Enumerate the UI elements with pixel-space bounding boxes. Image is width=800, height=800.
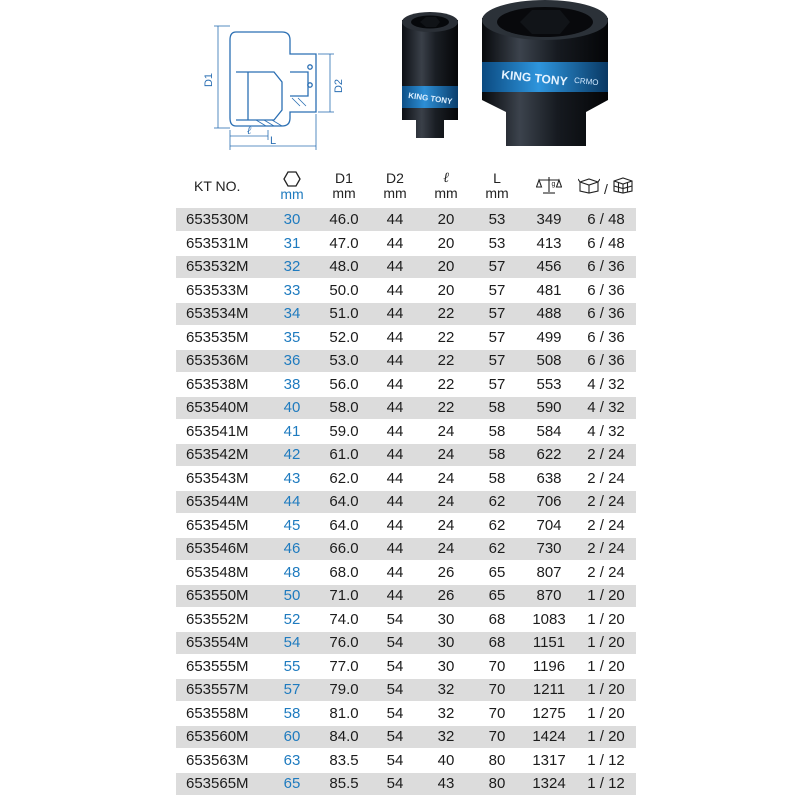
cell-weight: 1196 [522, 655, 576, 679]
table-row [176, 232, 636, 256]
cell-l-small: 24 [420, 514, 472, 538]
cell-weight: 456 [522, 255, 576, 279]
cell-kt-no: 653538M [176, 373, 266, 397]
cell-weight: 590 [522, 396, 576, 420]
cell-d1: 71.0 [318, 584, 370, 608]
header-packing [576, 164, 636, 208]
cell-size: 42 [266, 443, 318, 467]
cell-size: 50 [266, 584, 318, 608]
diagram-label-d1: D1 [203, 72, 215, 88]
cell-l-small: 22 [420, 373, 472, 397]
cell-kt-no: 653543M [176, 467, 266, 491]
carton-icon [608, 181, 634, 197]
cell-d1: 74.0 [318, 608, 370, 632]
table-row [176, 326, 636, 350]
cell-size: 48 [266, 561, 318, 585]
cell-packing: 1 / 20 [576, 631, 636, 655]
hexagon-icon [266, 171, 318, 187]
cell-weight: 638 [522, 467, 576, 491]
cell-l-big: 65 [472, 561, 522, 585]
diagram-label-l-big: L [269, 135, 277, 147]
cell-weight: 1324 [522, 772, 576, 796]
cell-size: 58 [266, 702, 318, 726]
cell-l-big: 57 [472, 349, 522, 373]
table-header-row [176, 164, 636, 208]
cell-kt-no: 653548M [176, 561, 266, 585]
cell-kt-no: 653535M [176, 326, 266, 350]
cell-l-small: 24 [420, 467, 472, 491]
cell-l-big: 62 [472, 490, 522, 514]
cell-packing: 6 / 36 [576, 279, 636, 303]
cell-packing: 6 / 48 [576, 208, 636, 232]
cell-size: 40 [266, 396, 318, 420]
cell-d2: 44 [370, 373, 420, 397]
cell-packing: 1 / 20 [576, 655, 636, 679]
cell-size: 63 [266, 749, 318, 773]
cell-packing: 6 / 36 [576, 255, 636, 279]
cell-size: 55 [266, 655, 318, 679]
cell-weight: 413 [522, 232, 576, 256]
cell-kt-no: 653546M [176, 537, 266, 561]
cell-kt-no: 653531M [176, 232, 266, 256]
cell-weight: 807 [522, 561, 576, 585]
cell-size: 57 [266, 678, 318, 702]
cell-weight: 584 [522, 420, 576, 444]
cell-l-small: 24 [420, 420, 472, 444]
cell-size: 46 [266, 537, 318, 561]
cell-packing: 2 / 24 [576, 490, 636, 514]
cell-packing: 6 / 36 [576, 302, 636, 326]
cell-kt-no: 653534M [176, 302, 266, 326]
cell-kt-no: 653541M [176, 420, 266, 444]
cell-packing: 1 / 20 [576, 608, 636, 632]
table-row [176, 655, 636, 679]
header-l-small-unit: mm [434, 185, 458, 201]
table-row [176, 279, 636, 303]
cell-kt-no: 653544M [176, 490, 266, 514]
cell-packing: 2 / 24 [576, 537, 636, 561]
cell-d2: 44 [370, 279, 420, 303]
header-weight [522, 164, 576, 208]
cell-weight: 1151 [522, 631, 576, 655]
cell-d1: 68.0 [318, 561, 370, 585]
cell-weight: 1275 [522, 702, 576, 726]
cell-size: 41 [266, 420, 318, 444]
cell-l-big: 70 [472, 678, 522, 702]
cell-l-small: 30 [420, 655, 472, 679]
cell-l-big: 65 [472, 584, 522, 608]
cell-l-big: 57 [472, 255, 522, 279]
cell-packing: 4 / 32 [576, 420, 636, 444]
cell-d2: 44 [370, 490, 420, 514]
table-row [176, 443, 636, 467]
cell-weight: 1211 [522, 678, 576, 702]
cell-l-big: 62 [472, 537, 522, 561]
cell-l-big: 70 [472, 655, 522, 679]
cell-packing: 1 / 12 [576, 749, 636, 773]
cell-kt-no: 653540M [176, 396, 266, 420]
cell-l-big: 57 [472, 302, 522, 326]
cell-d2: 54 [370, 608, 420, 632]
cell-d1: 58.0 [318, 396, 370, 420]
header-l-small-label: ℓ [443, 171, 449, 186]
cell-size: 52 [266, 608, 318, 632]
header-d2-label: D2 [386, 170, 404, 186]
cell-weight: 481 [522, 279, 576, 303]
cell-packing: 6 / 48 [576, 232, 636, 256]
cell-d1: 51.0 [318, 302, 370, 326]
table-row [176, 584, 636, 608]
inner-box-icon [578, 181, 604, 197]
cell-l-small: 24 [420, 443, 472, 467]
cell-kt-no: 653530M [176, 208, 266, 232]
cell-packing: 4 / 32 [576, 396, 636, 420]
cell-d1: 52.0 [318, 326, 370, 350]
cell-kt-no: 653555M [176, 655, 266, 679]
cell-weight: 488 [522, 302, 576, 326]
cell-packing: 1 / 20 [576, 678, 636, 702]
header-d1-label: D1 [335, 170, 353, 186]
cell-l-big: 58 [472, 420, 522, 444]
cell-packing: 1 / 20 [576, 702, 636, 726]
cell-l-big: 57 [472, 373, 522, 397]
cell-d1: 81.0 [318, 702, 370, 726]
cell-weight: 1317 [522, 749, 576, 773]
scale-icon [536, 182, 562, 198]
diagram-label-l-small: ℓ [246, 125, 252, 137]
cell-d1: 56.0 [318, 373, 370, 397]
cell-size: 45 [266, 514, 318, 538]
cell-d1: 59.0 [318, 420, 370, 444]
cell-weight: 870 [522, 584, 576, 608]
cell-d1: 64.0 [318, 514, 370, 538]
cell-l-big: 58 [472, 396, 522, 420]
header-l-big [472, 164, 522, 208]
cell-packing: 2 / 24 [576, 514, 636, 538]
cell-l-small: 20 [420, 232, 472, 256]
cell-kt-no: 653560M [176, 725, 266, 749]
cell-size: 65 [266, 772, 318, 796]
cell-d2: 54 [370, 749, 420, 773]
brand-suffix-large: CRMO [573, 75, 599, 88]
cell-l-big: 70 [472, 702, 522, 726]
pack-separator: / [604, 180, 608, 197]
table-row [176, 208, 636, 232]
cell-d2: 44 [370, 584, 420, 608]
cell-packing: 2 / 24 [576, 467, 636, 491]
cell-l-big: 80 [472, 772, 522, 796]
cell-l-small: 32 [420, 725, 472, 749]
cell-d2: 44 [370, 349, 420, 373]
cell-l-small: 22 [420, 396, 472, 420]
cell-size: 35 [266, 326, 318, 350]
cell-kt-no: 653532M [176, 255, 266, 279]
table-row [176, 373, 636, 397]
cell-kt-no: 653533M [176, 279, 266, 303]
table-row [176, 302, 636, 326]
cell-d1: 64.0 [318, 490, 370, 514]
cell-l-big: 58 [472, 443, 522, 467]
table-row [176, 467, 636, 491]
cell-d2: 54 [370, 772, 420, 796]
cell-d1: 79.0 [318, 678, 370, 702]
cell-d1: 85.5 [318, 772, 370, 796]
cell-packing: 6 / 36 [576, 326, 636, 350]
table-row [176, 420, 636, 444]
cell-size: 30 [266, 208, 318, 232]
cell-l-small: 26 [420, 584, 472, 608]
cell-d2: 44 [370, 420, 420, 444]
cell-d2: 54 [370, 631, 420, 655]
table-row [176, 749, 636, 773]
brand-text-small: KING TONY [407, 90, 453, 107]
cell-d1: 46.0 [318, 208, 370, 232]
cell-d2: 44 [370, 302, 420, 326]
diagram-label-d2: D2 [333, 78, 345, 94]
cell-d2: 44 [370, 326, 420, 350]
cell-l-big: 57 [472, 279, 522, 303]
cell-l-big: 53 [472, 208, 522, 232]
header-d2 [370, 164, 420, 208]
cell-size: 54 [266, 631, 318, 655]
cell-l-big: 68 [472, 631, 522, 655]
cell-size: 43 [266, 467, 318, 491]
cell-size: 36 [266, 349, 318, 373]
spec-table [176, 164, 636, 797]
cell-weight: 1083 [522, 608, 576, 632]
cell-weight: 1424 [522, 725, 576, 749]
cell-d2: 44 [370, 255, 420, 279]
spec-table-body [176, 208, 636, 796]
cell-size: 44 [266, 490, 318, 514]
cell-d2: 44 [370, 396, 420, 420]
cell-d2: 44 [370, 232, 420, 256]
header-d1 [318, 164, 370, 208]
header-l-small [420, 164, 472, 208]
cell-l-small: 22 [420, 326, 472, 350]
cell-d1: 77.0 [318, 655, 370, 679]
cell-weight: 706 [522, 490, 576, 514]
cell-weight: 622 [522, 443, 576, 467]
cell-l-big: 80 [472, 749, 522, 773]
header-l-big-label: L [493, 170, 501, 186]
cell-size: 33 [266, 279, 318, 303]
cell-d1: 47.0 [318, 232, 370, 256]
cell-weight: 499 [522, 326, 576, 350]
cell-l-big: 62 [472, 514, 522, 538]
cell-d1: 50.0 [318, 279, 370, 303]
cell-packing: 1 / 20 [576, 584, 636, 608]
svg-text:g: g [551, 180, 556, 188]
cell-l-big: 57 [472, 326, 522, 350]
cell-d1: 84.0 [318, 725, 370, 749]
header-d1-unit: mm [332, 185, 356, 201]
cell-d2: 44 [370, 443, 420, 467]
table-row [176, 631, 636, 655]
cell-l-big: 58 [472, 467, 522, 491]
header-d2-unit: mm [383, 185, 407, 201]
table-row [176, 608, 636, 632]
table-row [176, 678, 636, 702]
cell-kt-no: 653536M [176, 349, 266, 373]
cell-l-small: 32 [420, 678, 472, 702]
cell-l-big: 68 [472, 608, 522, 632]
cell-d1: 53.0 [318, 349, 370, 373]
cell-l-small: 30 [420, 631, 472, 655]
socket-photo-large [474, 0, 616, 150]
cell-size: 60 [266, 725, 318, 749]
cell-weight: 704 [522, 514, 576, 538]
cell-d1: 61.0 [318, 443, 370, 467]
table-row [176, 514, 636, 538]
cell-d2: 44 [370, 514, 420, 538]
table-row [176, 255, 636, 279]
cell-l-small: 20 [420, 279, 472, 303]
cell-kt-no: 653557M [176, 678, 266, 702]
cell-l-small: 43 [420, 772, 472, 796]
cell-kt-no: 653550M [176, 584, 266, 608]
cell-d1: 62.0 [318, 467, 370, 491]
cell-packing: 2 / 24 [576, 443, 636, 467]
cell-l-small: 22 [420, 349, 472, 373]
cell-d2: 54 [370, 655, 420, 679]
cell-l-small: 24 [420, 490, 472, 514]
cell-weight: 730 [522, 537, 576, 561]
cell-kt-no: 653565M [176, 772, 266, 796]
cell-d2: 44 [370, 561, 420, 585]
cell-weight: 349 [522, 208, 576, 232]
cell-kt-no: 653558M [176, 702, 266, 726]
cell-l-small: 20 [420, 208, 472, 232]
cell-size: 32 [266, 255, 318, 279]
cell-d2: 54 [370, 702, 420, 726]
cell-l-small: 24 [420, 537, 472, 561]
cell-packing: 4 / 32 [576, 373, 636, 397]
cell-kt-no: 653542M [176, 443, 266, 467]
table-row [176, 490, 636, 514]
cell-l-small: 30 [420, 608, 472, 632]
cell-d1: 76.0 [318, 631, 370, 655]
cell-d2: 54 [370, 678, 420, 702]
cell-kt-no: 653554M [176, 631, 266, 655]
cell-d2: 44 [370, 208, 420, 232]
cell-d1: 66.0 [318, 537, 370, 561]
cell-size: 34 [266, 302, 318, 326]
header-kt-no: KT NO. [194, 177, 241, 194]
socket-dimension-diagram [196, 14, 374, 152]
cell-weight: 553 [522, 373, 576, 397]
cell-l-big: 70 [472, 725, 522, 749]
cell-kt-no: 653563M [176, 749, 266, 773]
cell-l-small: 40 [420, 749, 472, 773]
cell-l-small: 26 [420, 561, 472, 585]
cell-d1: 48.0 [318, 255, 370, 279]
cell-weight: 508 [522, 349, 576, 373]
table-row [176, 537, 636, 561]
cell-kt-no: 653552M [176, 608, 266, 632]
cell-packing: 1 / 12 [576, 772, 636, 796]
cell-l-small: 20 [420, 255, 472, 279]
cell-packing: 2 / 24 [576, 561, 636, 585]
header-l-big-unit: mm [485, 185, 509, 201]
socket-photo-small [384, 8, 476, 142]
header-size-unit: mm [280, 185, 304, 202]
brand-text-large: KING TONY [500, 67, 569, 89]
cell-d2: 44 [370, 467, 420, 491]
cell-l-small: 22 [420, 302, 472, 326]
cell-packing: 6 / 36 [576, 349, 636, 373]
cell-d2: 44 [370, 537, 420, 561]
cell-d1: 83.5 [318, 749, 370, 773]
table-row [176, 349, 636, 373]
cell-size: 31 [266, 232, 318, 256]
cell-packing: 1 / 20 [576, 725, 636, 749]
cell-kt-no: 653545M [176, 514, 266, 538]
table-row [176, 561, 636, 585]
cell-l-big: 53 [472, 232, 522, 256]
header-size [266, 164, 318, 208]
cell-size: 38 [266, 373, 318, 397]
table-row [176, 725, 636, 749]
cell-l-small: 32 [420, 702, 472, 726]
table-row [176, 772, 636, 796]
table-row [176, 702, 636, 726]
cell-d2: 54 [370, 725, 420, 749]
table-row [176, 396, 636, 420]
